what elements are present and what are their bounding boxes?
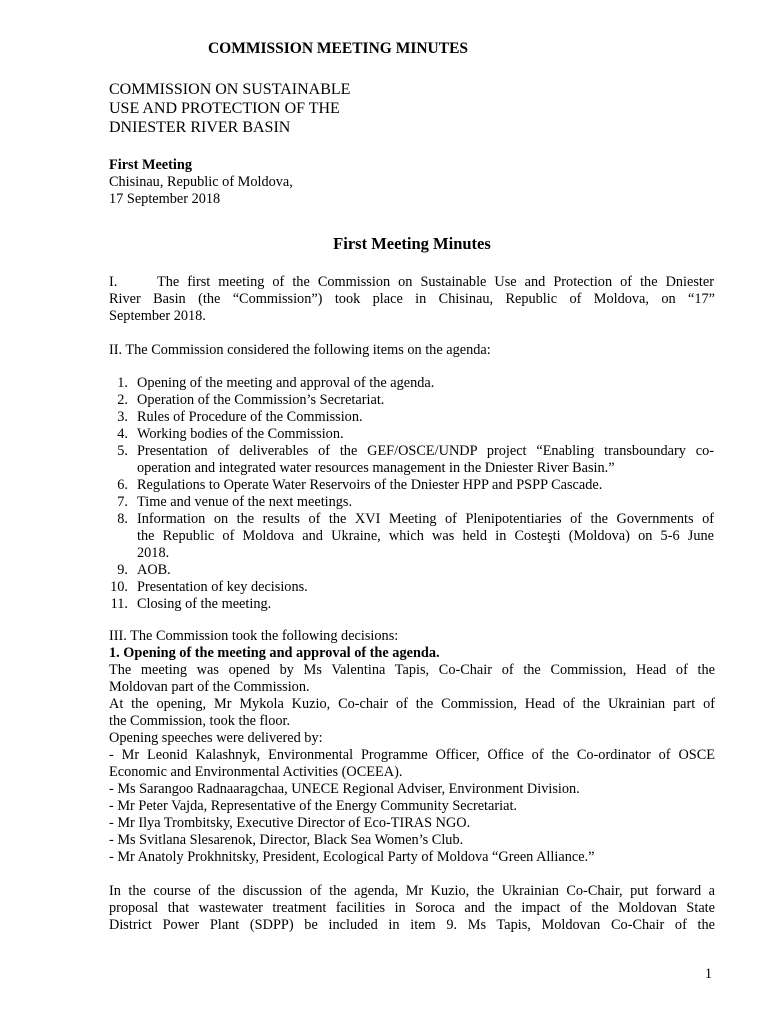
agenda-number: 5. bbox=[117, 443, 128, 459]
agenda-number: 6. bbox=[117, 477, 128, 493]
meeting-place: Chisinau, Republic of Moldova, bbox=[109, 174, 293, 190]
agenda-item-continued: the Republic of Moldova and Ukraine, which was held in Costeşti (Moldova) on 5-6 June bbox=[137, 528, 714, 544]
org-line-3: DNIESTER RIVER BASIN bbox=[109, 119, 291, 136]
section-3-intro: III. The Commission took the following decisions: bbox=[109, 628, 399, 644]
document-title: COMMISSION MEETING MINUTES bbox=[207, 40, 469, 57]
agenda-item: Opening of the meeting and approval of the agenda. bbox=[137, 375, 435, 391]
speaker-line: - Mr Ilya Trombitsky, Executive Director of Eco-TIRAS NGO. bbox=[109, 815, 471, 831]
body-line: Moldovan part of the Commission. bbox=[109, 679, 310, 695]
agenda-item: Rules of Procedure of the Commission. bbox=[137, 409, 363, 425]
section-1-line-1: The first meeting of the Commission on Sustainable Use and Protection of the Dniester bbox=[157, 274, 714, 290]
speaker-line: - Mr Leonid Kalashnyk, Environmental Programme Officer, Office of the Co-ordinator of OSCE bbox=[109, 747, 715, 763]
agenda-item: Presentation of deliverables of the GEF/OSCE/UNDP project “Enabling transboundary co- bbox=[137, 443, 714, 459]
page-number: 1 bbox=[704, 966, 712, 982]
agenda-item-continued: operation and integrated water resources management in the Dniester River Basin.” bbox=[137, 460, 615, 476]
speaker-line: - Ms Svitlana Slesarenok, Director, Black Sea Women’s Club. bbox=[109, 832, 464, 848]
agenda-item: Presentation of key decisions. bbox=[137, 579, 308, 595]
speaker-line: - Mr Peter Vajda, Representative of the Energy Community Secretariat. bbox=[109, 798, 518, 814]
agenda-number: 10. bbox=[110, 579, 128, 595]
minutes-title: First Meeting Minutes bbox=[333, 234, 491, 253]
final-paragraph-line: District Power Plant (SDPP) be included in item 9. Ms Tapis, Moldovan Co-Chair of the bbox=[109, 917, 715, 933]
final-paragraph-line: In the course of the discussion of the agenda, Mr Kuzio, the Ukrainian Co-Chair, put forward a bbox=[109, 883, 715, 899]
agenda-number: 11. bbox=[110, 596, 128, 612]
agenda-item: Regulations to Operate Water Reservoirs of the Dniester HPP and PSPP Cascade. bbox=[137, 477, 603, 493]
agenda-number: 7. bbox=[117, 494, 128, 510]
speaker-line: - Ms Sarangoo Radnaaragchaa, UNECE Regional Adviser, Environment Division. bbox=[109, 781, 580, 797]
final-paragraph-line: proposal that wastewater treatment facilities in Soroca and the impact of the Moldovan State bbox=[109, 900, 715, 916]
org-line-1: COMMISSION ON SUSTAINABLE bbox=[109, 81, 351, 98]
agenda-item: AOB. bbox=[137, 562, 171, 578]
body-line: At the opening, Mr Mykola Kuzio, Co-chair of the Commission, Head of the Ukrainian part of bbox=[109, 696, 715, 712]
decision-1-heading: 1. Opening of the meeting and approval of the agenda. bbox=[109, 645, 440, 661]
section-1-line-2: River Basin (the “Commission”) took place in Chisinau, Republic of Moldova, on “17” bbox=[109, 291, 715, 307]
agenda-item: Operation of the Commission’s Secretariat. bbox=[137, 392, 385, 408]
agenda-number: 9. bbox=[117, 562, 128, 578]
agenda-item: Closing of the meeting. bbox=[137, 596, 272, 612]
agenda-item: Time and venue of the next meetings. bbox=[137, 494, 353, 510]
agenda-number: 1. bbox=[117, 375, 128, 391]
body-line: the Commission, took the floor. bbox=[109, 713, 291, 729]
speaker-line: - Mr Anatoly Prokhnitsky, President, Ecological Party of Moldova “Green Alliance.” bbox=[109, 849, 595, 865]
agenda-number: 4. bbox=[117, 426, 128, 442]
agenda-number: 2. bbox=[117, 392, 128, 408]
agenda-item: Working bodies of the Commission. bbox=[137, 426, 344, 442]
speaker-line: Economic and Environmental Activities (OCEEA). bbox=[109, 764, 403, 780]
section-2-intro: II. The Commission considered the following items on the agenda: bbox=[109, 342, 491, 358]
body-line: The meeting was opened by Ms Valentina Tapis, Co-Chair of the Commission, Head of the bbox=[109, 662, 715, 678]
org-line-2: USE AND PROTECTION OF THE bbox=[109, 100, 340, 117]
section-1-line-3: September 2018. bbox=[109, 308, 206, 324]
agenda-item-continued: 2018. bbox=[137, 545, 170, 561]
agenda-number: 3. bbox=[117, 409, 128, 425]
agenda-number: 8. bbox=[117, 511, 128, 527]
meeting-date: 17 September 2018 bbox=[109, 191, 221, 207]
section-1-number: I. bbox=[109, 274, 118, 290]
body-line: Opening speeches were delivered by: bbox=[109, 730, 323, 746]
meeting-label: First Meeting bbox=[109, 157, 192, 173]
agenda-item: Information on the results of the XVI Meeting of Plenipotentiaries of the Governments of bbox=[137, 511, 714, 527]
